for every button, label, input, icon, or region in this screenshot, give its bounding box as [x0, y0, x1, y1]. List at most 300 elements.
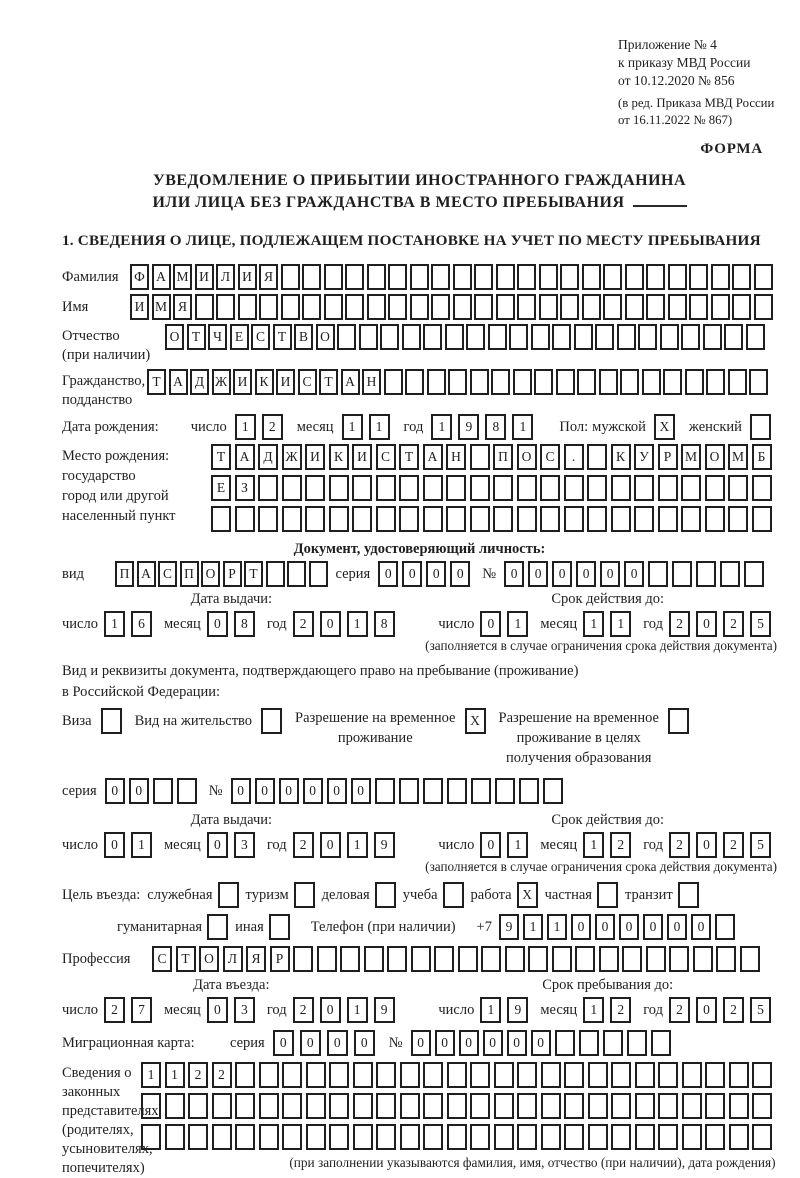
char-box[interactable] — [493, 475, 513, 501]
char-box[interactable] — [668, 294, 687, 320]
char-box[interactable]: 0 — [571, 914, 591, 940]
char-box[interactable]: 6 — [131, 611, 152, 637]
char-box[interactable] — [672, 561, 692, 587]
char-box[interactable] — [752, 1093, 772, 1119]
char-box[interactable] — [543, 778, 563, 804]
char-box[interactable] — [302, 294, 321, 320]
char-box[interactable] — [380, 324, 399, 350]
char-box[interactable]: И — [195, 264, 214, 290]
char-box[interactable]: 2 — [293, 832, 314, 858]
char-box[interactable] — [402, 324, 421, 350]
char-box[interactable] — [399, 778, 419, 804]
char-box[interactable]: 0 — [595, 914, 615, 940]
char-box[interactable] — [560, 264, 579, 290]
char-box[interactable]: 1 — [141, 1062, 161, 1088]
char-box[interactable]: 0 — [600, 561, 620, 587]
char-box[interactable]: X — [465, 708, 486, 734]
char-box[interactable]: 0 — [696, 611, 717, 637]
char-box[interactable] — [611, 506, 631, 532]
char-box[interactable] — [281, 294, 300, 320]
char-box[interactable]: И — [352, 444, 372, 470]
char-box[interactable] — [646, 264, 665, 290]
char-box[interactable] — [294, 882, 315, 908]
char-box[interactable] — [282, 506, 302, 532]
char-box[interactable] — [259, 1124, 279, 1150]
char-box[interactable]: 9 — [374, 997, 395, 1023]
char-box[interactable] — [399, 506, 419, 532]
char-box[interactable] — [728, 369, 747, 395]
char-box[interactable]: 0 — [552, 561, 572, 587]
char-box[interactable] — [749, 369, 768, 395]
char-box[interactable] — [705, 1093, 725, 1119]
char-box[interactable]: П — [115, 561, 134, 587]
char-box[interactable]: 0 — [320, 611, 341, 637]
char-box[interactable] — [306, 1093, 326, 1119]
char-box[interactable] — [531, 324, 550, 350]
char-box[interactable] — [375, 778, 395, 804]
char-box[interactable] — [552, 946, 572, 972]
char-box[interactable] — [470, 475, 490, 501]
char-box[interactable] — [646, 946, 666, 972]
char-box[interactable] — [329, 1062, 349, 1088]
char-box[interactable] — [474, 294, 493, 320]
char-box[interactable] — [259, 1062, 279, 1088]
char-box[interactable]: 2 — [610, 997, 631, 1023]
char-box[interactable] — [611, 1124, 631, 1150]
char-box[interactable] — [634, 506, 654, 532]
char-box[interactable] — [447, 1062, 467, 1088]
char-box[interactable] — [352, 506, 372, 532]
char-box[interactable] — [235, 1062, 255, 1088]
char-box[interactable] — [564, 1093, 584, 1119]
char-box[interactable] — [345, 294, 364, 320]
char-box[interactable]: Ж — [212, 369, 231, 395]
char-box[interactable] — [588, 1093, 608, 1119]
char-box[interactable] — [754, 294, 773, 320]
char-box[interactable]: А — [152, 264, 171, 290]
char-box[interactable] — [625, 264, 644, 290]
char-box[interactable]: 0 — [504, 561, 524, 587]
char-box[interactable] — [282, 1124, 302, 1150]
char-box[interactable]: 1 — [547, 914, 567, 940]
char-box[interactable] — [681, 324, 700, 350]
char-box[interactable] — [340, 946, 360, 972]
char-box[interactable] — [587, 506, 607, 532]
char-box[interactable] — [579, 1030, 599, 1056]
char-box[interactable] — [539, 264, 558, 290]
char-box[interactable] — [258, 475, 278, 501]
char-box[interactable]: 1 — [523, 914, 543, 940]
char-box[interactable] — [470, 506, 490, 532]
char-box[interactable]: Т — [399, 444, 419, 470]
char-box[interactable] — [470, 1124, 490, 1150]
char-box[interactable] — [658, 1062, 678, 1088]
char-box[interactable]: Н — [446, 444, 466, 470]
char-box[interactable] — [495, 778, 515, 804]
char-box[interactable] — [564, 506, 584, 532]
char-box[interactable]: 5 — [750, 832, 771, 858]
char-box[interactable] — [534, 369, 553, 395]
char-box[interactable] — [638, 324, 657, 350]
char-box[interactable] — [305, 475, 325, 501]
char-box[interactable] — [282, 475, 302, 501]
char-box[interactable] — [658, 506, 678, 532]
char-box[interactable] — [423, 1062, 443, 1088]
char-box[interactable] — [509, 324, 528, 350]
char-box[interactable] — [555, 1030, 575, 1056]
char-box[interactable] — [746, 324, 765, 350]
char-box[interactable] — [682, 1093, 702, 1119]
char-box[interactable]: 0 — [696, 832, 717, 858]
char-box[interactable] — [705, 1124, 725, 1150]
char-box[interactable] — [287, 561, 306, 587]
char-box[interactable]: 1 — [104, 611, 125, 637]
char-box[interactable] — [446, 506, 466, 532]
char-box[interactable] — [466, 324, 485, 350]
char-box[interactable] — [574, 324, 593, 350]
char-box[interactable]: К — [329, 444, 349, 470]
char-box[interactable]: 0 — [273, 1030, 294, 1056]
char-box[interactable]: 1 — [583, 611, 604, 637]
char-box[interactable]: Т — [273, 324, 292, 350]
char-box[interactable] — [153, 778, 173, 804]
char-box[interactable] — [635, 1062, 655, 1088]
char-box[interactable] — [387, 946, 407, 972]
char-box[interactable]: М — [173, 264, 192, 290]
char-box[interactable] — [493, 506, 513, 532]
char-box[interactable] — [423, 324, 442, 350]
char-box[interactable]: 0 — [300, 1030, 321, 1056]
char-box[interactable] — [539, 294, 558, 320]
char-box[interactable] — [367, 264, 386, 290]
char-box[interactable] — [560, 294, 579, 320]
char-box[interactable] — [376, 1093, 396, 1119]
char-box[interactable]: С — [152, 946, 172, 972]
char-box[interactable] — [556, 369, 575, 395]
char-box[interactable] — [211, 506, 231, 532]
char-box[interactable]: Т — [211, 444, 231, 470]
char-box[interactable] — [564, 1062, 584, 1088]
char-box[interactable] — [627, 1030, 647, 1056]
char-box[interactable]: С — [298, 369, 317, 395]
char-box[interactable] — [693, 946, 713, 972]
char-box[interactable]: 0 — [104, 832, 125, 858]
char-box[interactable]: М — [681, 444, 701, 470]
char-box[interactable] — [728, 475, 748, 501]
char-box[interactable]: Я — [246, 946, 266, 972]
char-box[interactable] — [212, 1124, 232, 1150]
char-box[interactable]: 0 — [351, 778, 371, 804]
char-box[interactable] — [400, 1093, 420, 1119]
char-box[interactable] — [458, 946, 478, 972]
char-box[interactable]: О — [201, 561, 220, 587]
char-box[interactable]: О — [705, 444, 725, 470]
char-box[interactable] — [750, 414, 771, 440]
char-box[interactable]: 5 — [750, 997, 771, 1023]
char-box[interactable] — [564, 1124, 584, 1150]
char-box[interactable] — [505, 946, 525, 972]
char-box[interactable] — [423, 475, 443, 501]
char-box[interactable]: 0 — [480, 832, 501, 858]
char-box[interactable]: 0 — [691, 914, 711, 940]
char-box[interactable] — [587, 444, 607, 470]
char-box[interactable]: 0 — [435, 1030, 455, 1056]
char-box[interactable]: Л — [216, 264, 235, 290]
char-box[interactable]: 0 — [643, 914, 663, 940]
char-box[interactable]: 0 — [450, 561, 470, 587]
char-box[interactable] — [588, 1062, 608, 1088]
char-box[interactable]: 0 — [378, 561, 398, 587]
char-box[interactable]: 0 — [207, 997, 228, 1023]
char-box[interactable] — [376, 1124, 396, 1150]
char-box[interactable]: 0 — [255, 778, 275, 804]
char-box[interactable] — [711, 264, 730, 290]
char-box[interactable] — [587, 475, 607, 501]
char-box[interactable]: 5 — [750, 611, 771, 637]
char-box[interactable] — [281, 264, 300, 290]
char-box[interactable] — [177, 778, 197, 804]
char-box[interactable] — [517, 1124, 537, 1150]
char-box[interactable] — [635, 1093, 655, 1119]
char-box[interactable] — [258, 506, 278, 532]
char-box[interactable]: Л — [223, 946, 243, 972]
char-box[interactable] — [306, 1062, 326, 1088]
char-box[interactable] — [620, 369, 639, 395]
char-box[interactable] — [541, 1093, 561, 1119]
char-box[interactable] — [446, 475, 466, 501]
char-box[interactable] — [427, 369, 446, 395]
char-box[interactable] — [732, 294, 751, 320]
char-box[interactable]: 0 — [624, 561, 644, 587]
char-box[interactable]: 3 — [234, 832, 255, 858]
char-box[interactable] — [681, 506, 701, 532]
char-box[interactable] — [470, 369, 489, 395]
char-box[interactable] — [218, 882, 239, 908]
char-box[interactable]: Р — [223, 561, 242, 587]
char-box[interactable] — [453, 294, 472, 320]
char-box[interactable]: Д — [190, 369, 209, 395]
char-box[interactable] — [705, 1062, 725, 1088]
char-box[interactable] — [496, 264, 515, 290]
char-box[interactable] — [599, 369, 618, 395]
char-box[interactable] — [445, 324, 464, 350]
char-box[interactable]: В — [294, 324, 313, 350]
char-box[interactable] — [364, 946, 384, 972]
char-box[interactable] — [423, 506, 443, 532]
char-box[interactable] — [471, 778, 491, 804]
char-box[interactable] — [681, 475, 701, 501]
char-box[interactable]: 1 — [480, 997, 501, 1023]
char-box[interactable] — [513, 369, 532, 395]
char-box[interactable] — [305, 506, 325, 532]
char-box[interactable]: 1 — [347, 611, 368, 637]
char-box[interactable] — [235, 1093, 255, 1119]
char-box[interactable] — [668, 264, 687, 290]
char-box[interactable] — [540, 506, 560, 532]
char-box[interactable]: 0 — [426, 561, 446, 587]
char-box[interactable] — [269, 914, 290, 940]
char-box[interactable]: А — [137, 561, 156, 587]
char-box[interactable] — [729, 1124, 749, 1150]
char-box[interactable] — [625, 294, 644, 320]
char-box[interactable]: . — [564, 444, 584, 470]
char-box[interactable] — [682, 1124, 702, 1150]
char-box[interactable] — [720, 561, 740, 587]
char-box[interactable] — [732, 264, 751, 290]
char-box[interactable] — [329, 506, 349, 532]
char-box[interactable]: 0 — [231, 778, 251, 804]
char-box[interactable]: С — [376, 444, 396, 470]
char-box[interactable] — [359, 324, 378, 350]
char-box[interactable] — [711, 294, 730, 320]
char-box[interactable] — [384, 369, 403, 395]
char-box[interactable] — [235, 1124, 255, 1150]
char-box[interactable] — [668, 708, 689, 734]
char-box[interactable]: 8 — [234, 611, 255, 637]
char-box[interactable]: 1 — [347, 997, 368, 1023]
char-box[interactable]: С — [251, 324, 270, 350]
char-box[interactable]: 1 — [342, 414, 363, 440]
char-box[interactable]: 1 — [610, 611, 631, 637]
char-box[interactable]: 9 — [374, 832, 395, 858]
char-box[interactable] — [599, 946, 619, 972]
char-box[interactable]: Д — [258, 444, 278, 470]
char-box[interactable] — [410, 294, 429, 320]
char-box[interactable]: 2 — [723, 611, 744, 637]
char-box[interactable] — [376, 475, 396, 501]
char-box[interactable]: 1 — [131, 832, 152, 858]
char-box[interactable]: Т — [147, 369, 166, 395]
char-box[interactable] — [706, 369, 725, 395]
char-box[interactable] — [611, 1093, 631, 1119]
char-box[interactable]: Т — [319, 369, 338, 395]
char-box[interactable] — [696, 561, 716, 587]
char-box[interactable] — [306, 1124, 326, 1150]
char-box[interactable] — [470, 444, 490, 470]
char-box[interactable]: И — [130, 294, 149, 320]
char-box[interactable] — [740, 946, 760, 972]
char-box[interactable] — [752, 506, 772, 532]
char-box[interactable] — [261, 708, 282, 734]
char-box[interactable]: 0 — [354, 1030, 375, 1056]
char-box[interactable] — [410, 264, 429, 290]
char-box[interactable]: 8 — [374, 611, 395, 637]
char-box[interactable] — [470, 1093, 490, 1119]
char-box[interactable] — [165, 1124, 185, 1150]
char-box[interactable] — [519, 778, 539, 804]
char-box[interactable] — [188, 1093, 208, 1119]
char-box[interactable] — [141, 1093, 161, 1119]
char-box[interactable] — [235, 506, 255, 532]
char-box[interactable] — [517, 506, 537, 532]
char-box[interactable] — [648, 561, 668, 587]
char-box[interactable]: 2 — [293, 611, 314, 637]
char-box[interactable]: 9 — [458, 414, 479, 440]
char-box[interactable] — [329, 1093, 349, 1119]
char-box[interactable]: 7 — [131, 997, 152, 1023]
char-box[interactable]: П — [180, 561, 199, 587]
char-box[interactable]: К — [255, 369, 274, 395]
char-box[interactable] — [752, 1124, 772, 1150]
char-box[interactable]: 0 — [129, 778, 149, 804]
char-box[interactable] — [689, 264, 708, 290]
char-box[interactable]: Е — [211, 475, 231, 501]
char-box[interactable]: О — [517, 444, 537, 470]
char-box[interactable]: 1 — [507, 611, 528, 637]
char-box[interactable] — [345, 264, 364, 290]
char-box[interactable] — [216, 294, 235, 320]
char-box[interactable] — [165, 1093, 185, 1119]
char-box[interactable]: 0 — [327, 1030, 348, 1056]
char-box[interactable]: Н — [362, 369, 381, 395]
char-box[interactable] — [658, 1093, 678, 1119]
char-box[interactable]: X — [517, 882, 538, 908]
char-box[interactable] — [491, 369, 510, 395]
char-box[interactable]: 0 — [327, 778, 347, 804]
char-box[interactable] — [376, 1062, 396, 1088]
char-box[interactable]: И — [233, 369, 252, 395]
char-box[interactable]: О — [316, 324, 335, 350]
char-box[interactable] — [282, 1093, 302, 1119]
char-box[interactable] — [658, 475, 678, 501]
char-box[interactable] — [658, 1124, 678, 1150]
char-box[interactable] — [481, 946, 501, 972]
char-box[interactable]: 2 — [104, 997, 125, 1023]
char-box[interactable] — [423, 1124, 443, 1150]
char-box[interactable] — [582, 294, 601, 320]
char-box[interactable] — [552, 324, 571, 350]
char-box[interactable]: 2 — [669, 832, 690, 858]
char-box[interactable]: М — [152, 294, 171, 320]
char-box[interactable]: 0 — [667, 914, 687, 940]
char-box[interactable] — [352, 475, 372, 501]
char-box[interactable] — [603, 264, 622, 290]
char-box[interactable]: 2 — [293, 997, 314, 1023]
char-box[interactable]: 0 — [320, 997, 341, 1023]
char-box[interactable] — [496, 294, 515, 320]
char-box[interactable]: 1 — [347, 832, 368, 858]
char-box[interactable] — [517, 294, 536, 320]
char-box[interactable] — [282, 1062, 302, 1088]
char-box[interactable]: 0 — [207, 832, 228, 858]
char-box[interactable] — [188, 1124, 208, 1150]
char-box[interactable]: И — [238, 264, 257, 290]
char-box[interactable]: А — [341, 369, 360, 395]
char-box[interactable] — [517, 264, 536, 290]
char-box[interactable]: К — [611, 444, 631, 470]
char-box[interactable]: П — [493, 444, 513, 470]
char-box[interactable] — [582, 264, 601, 290]
char-box[interactable]: 0 — [619, 914, 639, 940]
char-box[interactable] — [611, 475, 631, 501]
char-box[interactable] — [207, 914, 228, 940]
char-box[interactable] — [646, 294, 665, 320]
char-box[interactable]: 1 — [583, 997, 604, 1023]
char-box[interactable] — [309, 561, 328, 587]
char-box[interactable] — [293, 946, 313, 972]
char-box[interactable] — [528, 946, 548, 972]
char-box[interactable] — [494, 1062, 514, 1088]
char-box[interactable] — [715, 914, 735, 940]
char-box[interactable] — [447, 778, 467, 804]
char-box[interactable] — [660, 324, 679, 350]
char-box[interactable] — [376, 506, 396, 532]
char-box[interactable] — [431, 294, 450, 320]
char-box[interactable] — [238, 294, 257, 320]
char-box[interactable]: 1 — [235, 414, 256, 440]
char-box[interactable] — [400, 1124, 420, 1150]
char-box[interactable] — [195, 294, 214, 320]
